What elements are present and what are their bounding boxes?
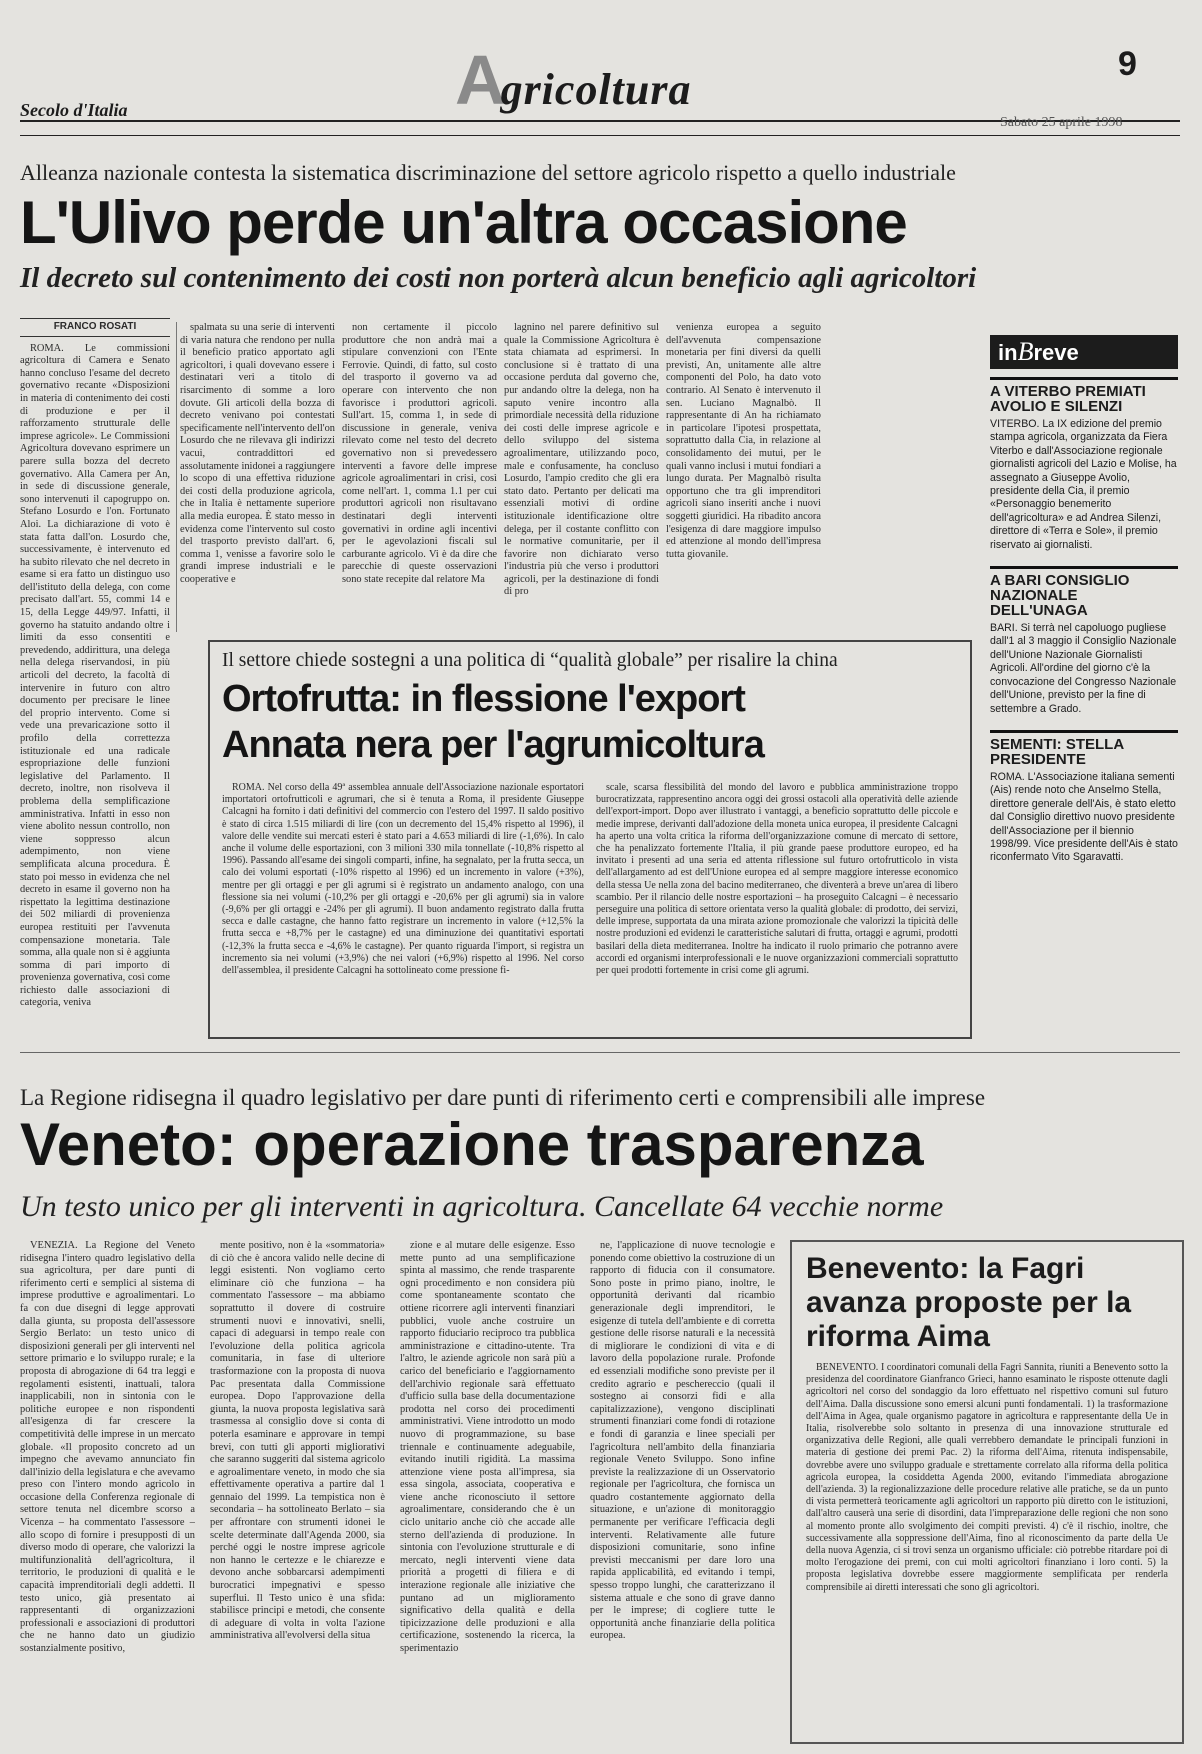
breve-title-3: SEMENTI: STELLA PRESIDENTE [990,730,1178,767]
lead-column-5 [666,322,821,632]
box-text-2: scale, scarsa flessibilità del mondo del lavoro e pubblica amministrazione troppo burocratizzata, rappresentino ancora oggi dei grossi ostacoli alla operatività delle aziende dell'export-import. Dopo aver illustrato i vantaggi, a beneficio soprattutto delle piccole e medie imprese, derivanti dall'adozione della moneta unica europea, il presidente Calcagni ha aperto una volta critica la riforma dell'organizzazione comune di mercato di settore, che ha penalizzato fortemente l'Italia, il più grande paese produttore europeo, ed ha invitato i presenti ad una seria ed attenta riflessione sul futuro ortofrutticolo in vista dell'allargamento ad est dell'Unione europea ed al sempre maggiore interesse economico della stessa Ue nella zona del bacino mediterraneo, che diventerà a breve un'area di libero scambio. Per il rilancio delle nostre esportazioni – ha proseguito Calcagni – è necessario perseguire una politica di settore orientata verso la qualità globale: di prodotto, dei servizi, delle imprese, supportata da una mirata azione promozionale che valorizzi la tipicità delle nostre produzioni ed evidenzi le caratteristiche salutari di frutta, ortaggi e agrumi, prodotti basilari della dieta mediterranea. Inoltre ha indicato il ruolo primario che potranno avere accordi ed organismi interprofessionali e le nuove organizzazioni commerciali soprattutto per quei prodotti fortemente in crisi come gli agrumi. [596,782,958,977]
issue-date: Sabato 25 aprile 1998 [1000,115,1123,130]
in-breve-logo [990,335,1178,369]
veneto-kicker: La Regione ridisegna il quadro legislativo per dare punti di riferimento certi e comprensibili alle imprese [20,1085,986,1110]
lead-column-1 [20,318,170,1038]
veneto-column-4 [590,1240,775,1740]
breve-logo-rest: reve [1033,340,1079,365]
box-column-2 [596,782,958,1030]
box-text-1: ROMA. Nel corso della 49ª assemblea annuale dell'Associazione nazionale esportatori importatori ortofrutticoli e agrumari, che si è tenuta a Roma, il presidente Giuseppe Calcagni ha fornito i dati definitivi del commercio con l'estero del 1997. Il saldo positivo è stato di circa 1.515 miliardi di lire (con un decremento del 15,4% rispetto al 1996), il valore delle vendite sui mercati esteri è stato pari a 4.653 miliardi di lire (-1,6%). In calo anche il volume delle esportazioni, con 3 milioni 330 mila tonnellate (-10,8% rispetto al 1996). Passando all'esame dei singoli comparti, infine, ha segnalato, per la frutta secca, un calo dei volumi esportati (-10% rispetto al 1996) ed un incremento in valore (+3%), mentre per gli ortaggi e per gli agrumi si è registrato un andamento analogo, con una flessione sia nei volumi (-10,2% per gli ortaggi e -20,6% per gli agrumi) sia in valore (-9,6% per gli ortaggi e -24% per gli agrumi). Il buon andamento registrato dalla frutta secca e dalle castagne, che hanno fatto registrare un incremento in valore (+12,5% la frutta secca e +8,7% per le castagne) ed una diminuzione dei quantitativi esportati (-12,3% la frutta secca e -4,6% le castagne). Per quanto riguarda l'import, si registra un incremento sia nei volumi (+3,9%) che nei valori (+6,9%) rispetto al 1996. Nel corso dell'assemblea, il presidente Calcagni ha sottolineato come pressione fi- [222,782,584,977]
lead-column-2 [180,322,335,632]
lead-text-5: venienza europea a seguito dell'avvenuta compensazione monetaria per fini diversi da quelli previsti, An, unitamente alle altre componenti del Polo, ha dato voto contrario. Al Senato è intervenuto il sen. Luciano Magnalbò. Il rappresentante di An ha richiamato in particolare l'ipotesi prospettata, soprattutto dalla Cia, in relazione al consolidamento dei mutui, per le quali vanno inclusi i mutui fondiari a lungo durata. Per Magnalbò risulta opportuno che tra gli imprenditori agricoli siano inseriti anche i nuovi soggetti giuridici. Ha ribadito ancora l'esigenza di dare maggiore impulso ed attenzione al mondo dell'impresa tutta giovanile. [666,322,821,560]
column-rule [176,322,177,632]
veneto-headline: Veneto: operazione trasparenza [20,1111,924,1178]
in-breve-sidebar [990,335,1178,1035]
lead-headline: L'Ulivo perde un'altra occasione [20,189,907,256]
veneto-text-2: mente positivo, non è la «sommatoria» di ciò che è ancora valido nelle decine di leggi esistenti. Non vogliamo certo eliminare ciò che funziona – ha commentato l'assessore – ma abbiamo soprattutto il dovere di costruire strumenti nuovi e innovativi, snelli, capaci di adeguarsi in tempo reale con l'evoluzione della politica agricola comunitaria, in fase di ulteriore trasformazione con la proposta di nuova Pac presentata dalla Commissione europea. Dopo l'approvazione della giunta, la nuova proposta legislativa sarà trasmessa al consiglio dove si conta di poterla esaminare e approvare in tempi brevi, con tutti gli apporti migliorativi che saranno suggeriti dal sistema agricolo e agroalimentare veneto, in modo che sia effettivamente operativa a partire dal 1 gennaio del 1999. La tempistica non è secondaria – ha sottolineato Berlato – sia per affrontare con strumenti idonei le scelte determinate dall'Agenda 2000, sia perché oggi le nostre imprese agricole non hanno le certezze e le chiarezze e devono anche sobbarcarsi adempimenti burocratici impegnativi e spesso superflui. Il Testo unico è una sfida: stabilisce principi e metodi, che consente di adeguare di volta in volta l'azione amministrativa all'evolversi della situa [210,1240,385,1642]
lead-text-2: spalmata su una serie di interventi di varia natura che rendono per nulla il beneficio pratico apportato agli agricoltori, i quali dovevano essere i destinatari veri a titolo di risarcimento di somme a loro dovute. Gli articoli della bozza di decreto venivano poi contestati specificamente nell'intervento dell'on Losurdo che ne rilevava gli indirizzi vacui, contraddittori ed assolutamente inidonei a raggiungere lo scopo di una effettiva riduzione dei costi della produzione agricola, che in Italia è nettamente superiore alla media europea. È stato messo in evidenza come l'intervento sul costo del trasporto previsto dall'art. 6, comma 1, venisse a favorire solo le grandi imprese industriali e le cooperative e [180,322,335,585]
benevento-text: BENEVENTO. I coordinatori comunali della Fagri Sannita, riuniti a Benevento sotto la presidenza del coordinatore Gianfranco Grieci, hanno esaminato le risposte ottenute dagli agricoltori nel corso del sondaggio da loro effettuato nel rispettivo comuni sul futuro dell'Aima. Dalla discussione sono emersi alcuni punti fondamentali. 1) la trasformazione dell'Aima in Agea, quale organismo pagatore in agricoltura e rappresentante della Ue in Italia, risolverebbe solo soltanto in presenza di una innovazione strutturale ed organizzativa delle Regioni, alle quali verrebbero demandate le principali funzioni in materia di gestione dei premi Pac. 2) la riforma dell'Aima, ritenuta indispensabile, dovrebbe avere uno sviluppo graduale e strettamente correlato alla riforma della politica agricola europea, la cosiddetta Agenda 2000, evitando l'immediata abrogazione dell'azienda. 3) la regionalizzazione delle procedure relative alle pratiche, se da un punto di vista permetterà teoricamente agli agricoltori un rapporto più diretto con le istituzioni, dall'altro causerà una serie di disordini, data l'impreparazione delle regioni che non sono al momento pronte allo svolgimento dei compiti previsti. 4) c'è il rischio, inoltre, che successivamente alla soppressione dell'Aima, fino al riconoscimento da parte della Ue della nuova Agenzia, ci si trovi senza un organismo ufficiale: ciò potrebbe ritardare poi di molto l'erogazione dei premi, con cui molti agricoltori finanziano i loro conti. 5) la proposta legislativa dovrebbe essere maggiormente semplificata per renderla comprensibile ai diretti interessati che sono gli agricoltori. [806,1362,1168,1593]
breve-title-2: A BARI CONSIGLIO NAZIONALE DELL'UNAGA [990,566,1178,618]
box-column-1 [222,782,584,1030]
benevento-column [806,1362,1168,1707]
breve-logo-in: in [998,340,1018,365]
lead-byline: FRANCO ROSATI [20,318,170,337]
breve-text-3: ROMA. L'Associazione italiana sementi (Ais) rende noto che Anselmo Stella, direttore generale dell'Ais, è stato eletto dal Consiglio direttivo nuovo presidente dell'Associazione per il biennio 1998/99. Vice presidente dell'Ais è stato riconfermato Vito Sgaravatti. [990,770,1178,864]
veneto-column-3 [400,1240,575,1740]
benevento-headline: Benevento: la Fagri avanza proposte per la riforma Aima [806,1252,1132,1353]
section-rest: gricoltura [500,65,692,114]
lead-kicker: Alleanza nazionale contesta la sistematica discriminazione del settore agricolo rispetto a quello industriale [20,160,956,185]
breve-title-1: A VITERBO PREMIATI AVOLIO E SILENZI [990,377,1178,414]
lead-column-3 [342,322,497,632]
ortofrutta-box [208,640,972,1039]
breve-text-1: VITERBO. La IX edizione del premio stampa agricola, organizzata da Fiera Viterbo e dall'Associazione regionale giornalisti agricoli del Lazio e Molise, ha assegnato a Giuseppe Avolio, presidente della Cia, il premio «Personaggio benemerito dell'agricoltura» e ad Andrea Silenzi, direttore di «Terra e Sole», il premio riservato ai giornalisti. [990,418,1177,551]
veneto-text-4: ne, l'applicazione di nuove tecnologie e ponendo come obiettivo la costruzione di un rapporto di fiducia con il consumatore. Sono poste in primo piano, inoltre, le opportunità derivanti dal ricambio generazionale degli imprenditori, le esigenze di tutela dell'ambiente e di corretta gestione delle risorse naturali e la necessità di migliorare le condizioni di vita e di lavoro della popolazione rurale. Profonde ed essenziali modifiche sono previste per il credito agrario e peschereccio (quali il sostegno ai consorzi fidi e alla capitalizzazione), vengono disciplinati strumenti finanziari come fondi di rotazione e fondi di garanzia e linee speciali per l'agricoltura nell'ambito della finanziaria regionale Veneto Sviluppo. Sono infine previste la realizzazione di un Osservatorio regionale per l'agricoltura, che fornisca un quadro costantemente aggiornato della situazione, e un'azione di monitoraggio permanente per verificare l'efficacia degli interventi. Relativamente alle future disposizioni comunitarie, sono infine previsti meccanismi per dare loro una rapida applicabilità, ed evitando i tempi, spesso troppo lunghi, che caratterizzano il sistema attuale e che sono di grave danno per le imprese; di cogliere tutte le opportunità anche finanziarie della politica europea. [590,1240,775,1642]
lead-column-4 [504,322,659,632]
box-headline-1: Ortofrutta: in flessione l'export [222,678,745,720]
masthead: Secolo d'Italia [20,100,128,120]
box-headline-2: Annata nera per l'agrumicoltura [222,724,764,766]
lead-text-1: ROMA. Le commissioni agricoltura di Camera e Senato hanno concluso l'esame del decreto governativo recante «Disposizioni in materia di contenimento dei costi di produzione e per il rafforzamento strutturale delle imprese agricole». Le Commissioni Agricoltura dovevano esprimere un parere sulla bozza del decreto governativo. Alla Camera per An, in sede di discussione generale, sono intervenuti il capogruppo on. Stefano Losurdo e l'on. Fortunato Aloi. La dichiarazione di voto è stata fatta dall'on. Losurdo che, successivamente, è intervenuto ed ha subito rilevato che nel decreto in esame si era fatto un distinguo uso dell'istituto della delega, con come precisato dall'art. 55, commi 14 e 15, della Legge 449/97. Infatti, il governo ha statuito andando oltre i limiti da esso consentiti e prevedendo, addirittura, una delega nella delega riservandosi, in più articoli del decreto, la facoltà di intervenire in futuro con altro documento per precisare le linee del proprio intervento. Come si vede una prevaricazione sotto il profilo della correttezza istituzionale ed una radicale espropriazione delle funzioni legislative del Parlamento. Il decreto, inoltre, non risolveva il problema della semplificazione amministrativa. Infatti in esso non viene abolito nessun controllo, non viene soppresso alcun adempimento, non viene semplificata alcuna procedura. È stato poi messo in evidenza che nel decreto in esame il governo non ha rispettato la legittima destinazione dei 502 miliardi di provenienza europea restituiti per l'avvenuta compensazione monetaria. Tale somma, alla quale non si è aggiunta somma di pari importo di provenienza governativa, così come richiesto dalle associazioni di categoria, veniva [20,342,170,1009]
veneto-text-3: zione e al mutare delle esigenze. Esso mette punto ad una semplificazione spinta al massimo, che rende trasparente ogni procedimento e non considera più come spontaneamente scontato che ottiene ricorrere agli interventi finanziari pubblici, vuole anche costruire un rapporto fiduciario reciproco tra pubblica amministrazione e cittadino-utente. Tra l'altro, le aziende agricole non sarà più a carico del beneficiario e l'aggiornamento dell'archivio regionale sarà effettuato d'ufficio sulla base della documentazione prodotta nel corso dei procedimenti amministrativi. Viene introdotto un modo nuovo di programmazione, su base triennale e continuamente adeguabile, evitando inutili rigidità. La massima attenzione viene posta all'impresa, sia essa singola, associata, cooperativa e viene anche riconosciuto il settore agroalimentare, considerando che è un ciclo unitario anche ciò che accade alle sterno dell'azienda di produzione. In sintonia con l'evoluzione strutturale e di mercato, negli interventi viene data priorità a progetti di filiera e di interazione regionale alle iniziative che puntano ad un miglioramento significativo della qualità e della tipicizzazione delle produzioni e alla certificazione, sostenendo la ricerca, la sperimentazio [400,1240,575,1654]
veneto-subhead: Un testo unico per gli interventi in agricoltura. Cancellate 64 vecchie norme [20,1190,944,1223]
veneto-column-2 [210,1240,385,1740]
breve-logo-b: B [1017,337,1034,366]
benevento-box [790,1240,1184,1744]
lead-column-6 [828,322,968,632]
box-kicker: Il settore chiede sostegni a una politica di “qualità globale” per risalire la china [222,650,838,671]
veneto-column-1 [20,1240,195,1740]
header-rule-thin [20,135,1180,136]
lead-text-4: lagnino nel parere definitivo sul quale la Commissione Agricoltura è stata chiamata ad esprimersi. In conclusione si è trattato di una occasione perduta dal governo che, pur andando oltre la delega, non ha saputo venire incontro alla primordiale necessità della riduzione dei costi delle imprese agricole e dello sviluppo del sistema agroalimentare, utilizzando poco, male e confusamente, ha concluso Losurdo, l'ampio credito che gli era stato dato. Pertanto per delicati ma essenziali motivi di ordine istituzionale identificazione oltre delega, per il costante conflitto con le normative comunitarie, per il favorire non dichiarato verso l'industria più che verso i produttori agricoli, per la destinazione di fondi di pro [504,322,659,598]
breve-text-2: BARI. Si terrà nel capoluogo pugliese dall'1 al 3 maggio il Consiglio Nazionale dell'Unione Nazionale Giornalisti Agricoli. All'ordine del giorno c'è la convocazione del Congresso Nazionale dell'Unione, previsto per la fine di settembre a Grado. [990,622,1177,715]
lead-subhead: Il decreto sul contenimento dei costi non porterà alcun beneficio agli agricoltori [20,262,977,294]
lead-text-3: non certamente il piccolo produttore che non andrà mai a stipulare convenzioni con l'Ente Ferrovie. Quindi, di fatto, sul costo del trasporto il governo va ad operare con intervento che non favorisce i produttori agricoli. Sull'art. 15, comma 1, in sede di discussione in generale, veniva rilevato come nel testo del decreto governativo non si prevedessero interventi a favore delle imprese agricole agroalimentari in crisi, così come nell'art. 1, comma 1.1 per cui produttori agricoli non risultavano destinatari degli interventi governativi in ordine agli incentivi per le agevolazioni fiscali sul carburante agricolo. Vi è da dire che parecchie di queste osservazioni sono state recepite dal relatore Ma [342,322,497,585]
page-number: 9 [1118,45,1137,83]
section-divider [20,1052,1180,1053]
section-title [455,40,691,120]
section-initial: A [455,41,507,119]
veneto-text-1: VENEZIA. La Regione del Veneto ridisegna l'intero quadro legislativo della sua agricoltura, per dare punti di riferimento certi e semplici al sistema di imprese produttive e agroalimentari. Lo fa con due disegni di legge approvati dalla giunta, su proposta dell'assessore Sergio Berlato: un testo unico di disposizioni generali per gli interventi nel settore primario e lo sviluppo rurale; e la proposta di abrogazione di 64 tra leggi e regolamenti esistenti, inattuali, talora inapplicabili, non in sintonia con le politiche europee e non rispondenti all'esigenza di far crescere la competitività delle imprese in un mercato globale. «Il proposito concreto ad un impegno che avevamo annunciato fin dall'inizio della legislatura e che avevamo preso con l'intero mondo agricolo in occasione della Conferenza regionale di settore tenuta nel dicembre scorso a Vicenza – ha commentato l'assessore – allo scopo di fornire i presupposti di un diverso modo di operare, che valorizzi la multifunzionalità dell'agricoltura, il territorio, le produzioni di qualità e le capacità imprenditoriali degli addetti. Il testo unico, già presentato ai rappresentanti di organizzazioni professionali e associazioni di produttori che ne hanno dato un giudizio sostanzialmente positivo, [20,1240,195,1654]
